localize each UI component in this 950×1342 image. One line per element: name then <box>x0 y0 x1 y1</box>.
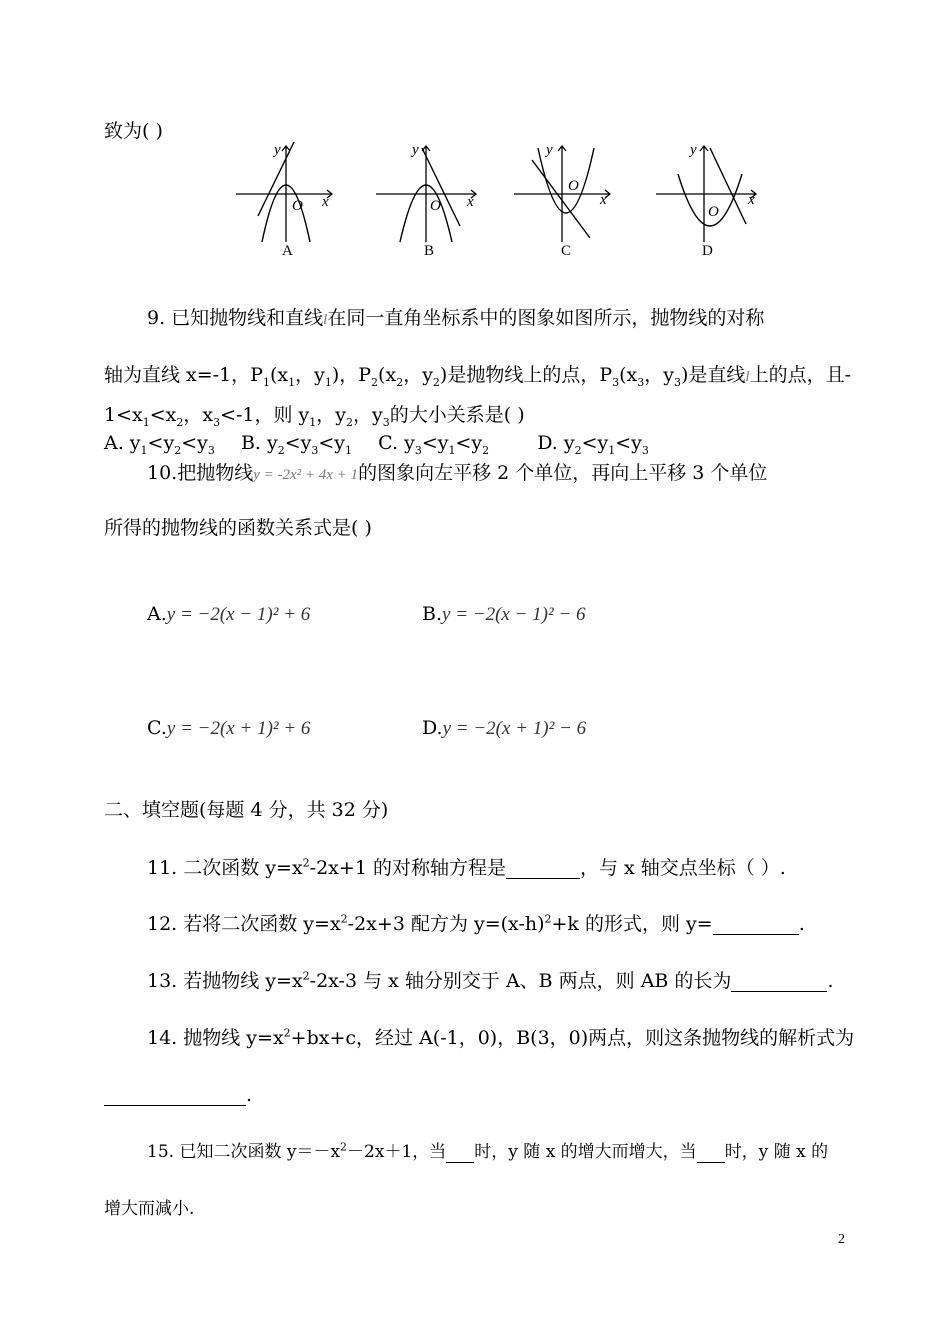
question-14: 14. 抛物线 $y=x^2+bx+c$，经过 A(-1，0)，B(3，0)两点，则这条抛物线的解析式为 <box>147 1026 855 1049</box>
svg-text:x: x <box>748 192 755 208</box>
answer-blank[interactable] <box>104 1087 246 1106</box>
question-9-line-2: 轴为直线 x=-1，$P_1(x_1$，$y_1$)，$P_2(x_2$，$y_2$)是抛物线上的点，$P_3(x_3$，$y_3$)是直线l上的点，且- <box>104 364 852 389</box>
q9-option-c: C. $y_3<y_1<y_2$ <box>378 432 490 457</box>
page-number: 2 <box>838 1232 845 1247</box>
q10-option-b: B.y = −2(x − 1)² − 6 <box>422 603 586 625</box>
graph-label-c: C <box>561 243 572 259</box>
q10-option-c: C.y = −2(x + 1)² + 6 <box>147 717 311 739</box>
question-11: 11. 二次函数 $y=x^2-2x+1$ 的对称轴方程是 ，与 x 轴交点坐标（ ）. <box>147 856 786 879</box>
question-8-tail: 致为( ) <box>104 120 163 142</box>
svg-text:y: y <box>690 142 697 158</box>
question-13: 13. 若抛物线 $y=x^2-2x-3$ 与 x 轴分别交于 A、B 两点，则 AB 的长为 . <box>147 969 834 992</box>
section-2-heading: 二、填空题(每题 4 分，共 32 分) <box>104 799 389 821</box>
svg-text:x: x <box>600 192 607 208</box>
svg-text:O: O <box>708 204 719 220</box>
question-15-line-1: 15. 已知二次函数 $y=-x^2-2x+1$，当 时，y 随 x 的增大而增大，当 时，y 随 x 的 <box>147 1140 829 1162</box>
graph-label-b: B <box>424 243 435 259</box>
q10-option-d: D.y = −2(x + 1)² − 6 <box>422 717 587 739</box>
answer-blank[interactable] <box>506 860 580 879</box>
answer-blank[interactable] <box>713 916 799 935</box>
q10-formula: y = -2x² + 4x + 1 <box>253 467 359 483</box>
graph-label-a: A <box>282 243 293 259</box>
answer-blank[interactable] <box>731 973 827 992</box>
svg-text:O: O <box>568 178 579 194</box>
q10-option-a: A.y = −2(x − 1)² + 6 <box>147 603 311 625</box>
question-12: 12. 若将二次函数 $y=x^2-2x+3$ 配方为 $y=(x-h)^2+k$ 的形式，则 y= . <box>147 912 805 935</box>
question-9-options <box>104 432 649 457</box>
svg-text:y: y <box>412 142 419 158</box>
question-9-line-3: $1<x_1<x_2$，$x_3<-1$，则 $y_1$，$y_2$，$y_3$的大小关系是( ) <box>104 404 525 429</box>
answer-blank[interactable] <box>446 1144 474 1163</box>
svg-text:x: x <box>467 194 474 210</box>
origin-label: O <box>292 198 303 214</box>
q9-option-d: D. $y_2<y_1<y_3$ <box>537 432 649 457</box>
question-14-answer-line: . <box>104 1084 252 1106</box>
q9-option-a: A. $y_1<y_2<y_3$ <box>104 432 215 457</box>
y-axis-label: y <box>274 142 281 158</box>
question-9-line-1: 9. 已知抛物线和直线l在同一直角坐标系中的图象如图所示，抛物线的对称 <box>147 307 765 329</box>
graph-label-d: D <box>702 243 713 259</box>
svg-text:y: y <box>546 142 553 158</box>
question-10-line-1: 10.把抛物线y = -2x² + 4x + 1的图象向左平移 2 个单位，再向上平移 3 个单位 <box>147 462 768 484</box>
q9-option-b: B. $y_2<y_3<y_1$ <box>240 432 353 457</box>
question-15-line-2: 增大而减小. <box>104 1199 195 1219</box>
answer-blank[interactable] <box>697 1144 725 1163</box>
question-10-line-2: 所得的抛物线的函数关系式是( ) <box>104 517 372 539</box>
x-axis-label: x <box>322 194 329 210</box>
svg-text:O: O <box>430 198 441 214</box>
